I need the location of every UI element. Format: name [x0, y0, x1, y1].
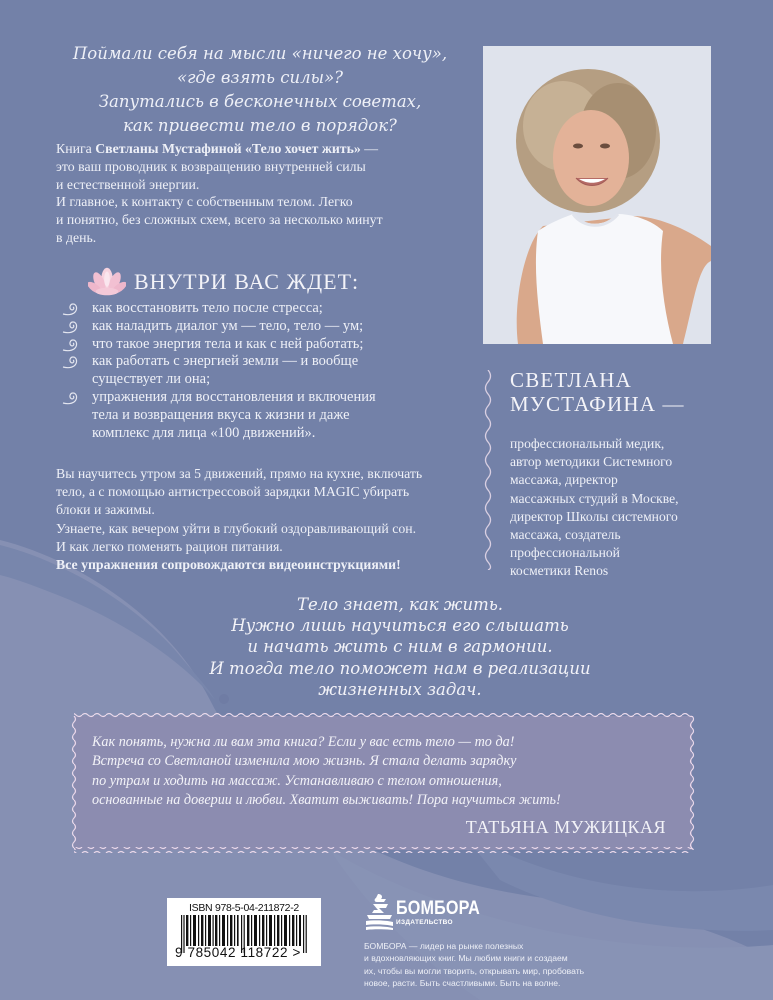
testimonial-line: Как понять, нужна ли вам эта книга? Если у вас есть тело — то да! — [92, 734, 515, 750]
motto-line: жизненных задач. — [318, 679, 482, 699]
publisher-wordmark — [396, 899, 495, 926]
publisher-line: их, чтобы вы могли творить, открывать мир, пробовать — [364, 965, 585, 976]
list-item-text: как наладить диалог ум — тело, тело — ум; — [92, 317, 364, 334]
author-name-line: СВЕТЛАНА — [510, 368, 632, 392]
list-item — [62, 353, 472, 389]
book-title-bold: Светланы Мустафиной «Тело хочет жить» — [95, 141, 361, 156]
details-line: блоки и зажимы. — [56, 502, 155, 518]
list-item — [62, 389, 472, 442]
inside-title: ВНУТРИ ВАС ЖДЕТ: — [134, 269, 360, 294]
bio-line: массажа, директор — [510, 472, 618, 488]
testimonial-text — [92, 733, 692, 811]
intro-text-line: и понятно, без сложных схем, всего за несколько минут — [56, 212, 383, 228]
intro-text-line: в день. — [56, 229, 97, 245]
lotus-icon — [88, 265, 126, 299]
motto-quote — [160, 594, 640, 700]
spiral-icon — [62, 302, 80, 316]
details-paragraph — [56, 465, 476, 574]
intro-text-line: это ваш проводник к возвращению внутренней силы — [56, 158, 366, 174]
list-item-text: как восстановить тело после стресса; — [92, 300, 323, 316]
testimonial-line: по утрам и ходить на массаж. Устанавливаю с телом отношения, — [92, 772, 502, 789]
details-line: И как легко поменять рацион питания. — [56, 538, 283, 554]
publisher-line: БОМБОРА — лидер на рынке полезных — [364, 941, 524, 951]
intro-dash: — — [360, 141, 379, 156]
spiral-icon — [62, 320, 80, 334]
intro-prefix: Книга — [56, 141, 96, 156]
bio-line: автор методики Системного — [510, 454, 673, 470]
list-item — [62, 336, 472, 354]
bio-line: массажных студий в Москве, — [510, 490, 679, 506]
author-photo — [483, 46, 711, 344]
bio-line: профессиональной — [510, 545, 620, 561]
list-item-text: как работать с энергией земли — и вообще существует ли она; — [92, 353, 359, 388]
publisher-line: и вдохновляющих книг. Мы любим книги и создаем — [364, 953, 568, 964]
motto-line: Тело знает, как жить. — [296, 595, 504, 614]
publisher-name: БОМБОРА — [396, 897, 481, 919]
bio-line: косметики Renos — [510, 563, 609, 579]
motto-line: И тогда тело поможет нам в реализации — [209, 658, 591, 678]
author-name-line: МУСТАФИНА — — [510, 392, 685, 416]
testimonial-line: Встреча со Светланой изменила мою жизнь. Я стала делать зарядку — [92, 753, 517, 770]
spiral-icon — [62, 355, 80, 369]
motto-line: и начать жить с ним в гармонии. — [247, 637, 553, 657]
intro-question-line: как привести тело в порядок? — [123, 116, 397, 135]
bio-line: профессиональный медик, — [510, 436, 665, 451]
intro-text-line: и естественной энергии. — [56, 176, 200, 192]
wavy-divider — [481, 370, 495, 570]
motto-line: Нужно лишь научиться его слышать — [231, 616, 569, 636]
list-item-text: упражнения для восстановления и включения тела и возвращения вкуса к жизни и даже комплекс для лица «100 движений». — [92, 388, 376, 441]
inside-list — [62, 300, 472, 442]
author-portrait-illustration — [483, 46, 711, 344]
testimonial-author: ТАТЬЯНА МУЖИЦКАЯ — [465, 817, 666, 837]
publisher-line: новое, расти. Быть счастливыми. Быть на волне. — [364, 978, 561, 989]
spiral-icon — [62, 338, 80, 352]
publisher-description — [364, 940, 664, 990]
intro-paragraph — [56, 140, 456, 247]
barcode-digits: 9 785042 118722 > — [175, 945, 301, 960]
intro-text-line: И главное, к контакту с собственным телом. Легко — [56, 194, 353, 210]
inside-section-header — [88, 262, 359, 302]
bio-line: массажа, создатель — [510, 527, 621, 543]
testimonial-line: основанные на доверии и любви. Хватит выживать! Пора научиться жить! — [92, 792, 561, 809]
bombora-logo-icon — [364, 893, 394, 931]
list-item-text: что такое энергия тела и как с ней работать; — [92, 335, 364, 352]
publisher-subtitle: ИЗДАТЕЛЬСТВО — [396, 918, 453, 926]
intro-text-line — [56, 140, 456, 158]
details-line: Узнаете, как вечером уйти в глубокий оздоравливающий сон. — [56, 520, 417, 536]
publisher-logo — [364, 893, 495, 931]
testimonial-box — [70, 712, 696, 854]
list-item — [62, 300, 472, 318]
isbn-label: ISBN 978-5-04-211872-2 — [189, 902, 299, 914]
details-bold-line: Все упражнения сопровождаются видеоинструкциями! — [56, 557, 401, 573]
author-bio — [510, 435, 740, 581]
isbn-barcode — [167, 898, 321, 966]
details-line: Вы научитесь утром за 5 движений, прямо на кухне, включать — [56, 466, 423, 481]
intro-question — [60, 42, 460, 138]
intro-question-line: Запутались в бесконечных советах, — [98, 92, 422, 111]
bio-line: директор Школы системного — [510, 508, 678, 524]
intro-question-line: Поймали себя на мысли «ничего не хочу», — [72, 44, 448, 63]
list-item — [62, 318, 472, 336]
spiral-icon — [62, 391, 80, 405]
details-line: тело, а с помощью антистрессовой зарядки MAGIC убирать — [56, 484, 410, 500]
intro-question-line: «где взять силы»? — [176, 68, 344, 87]
author-name — [510, 368, 760, 416]
